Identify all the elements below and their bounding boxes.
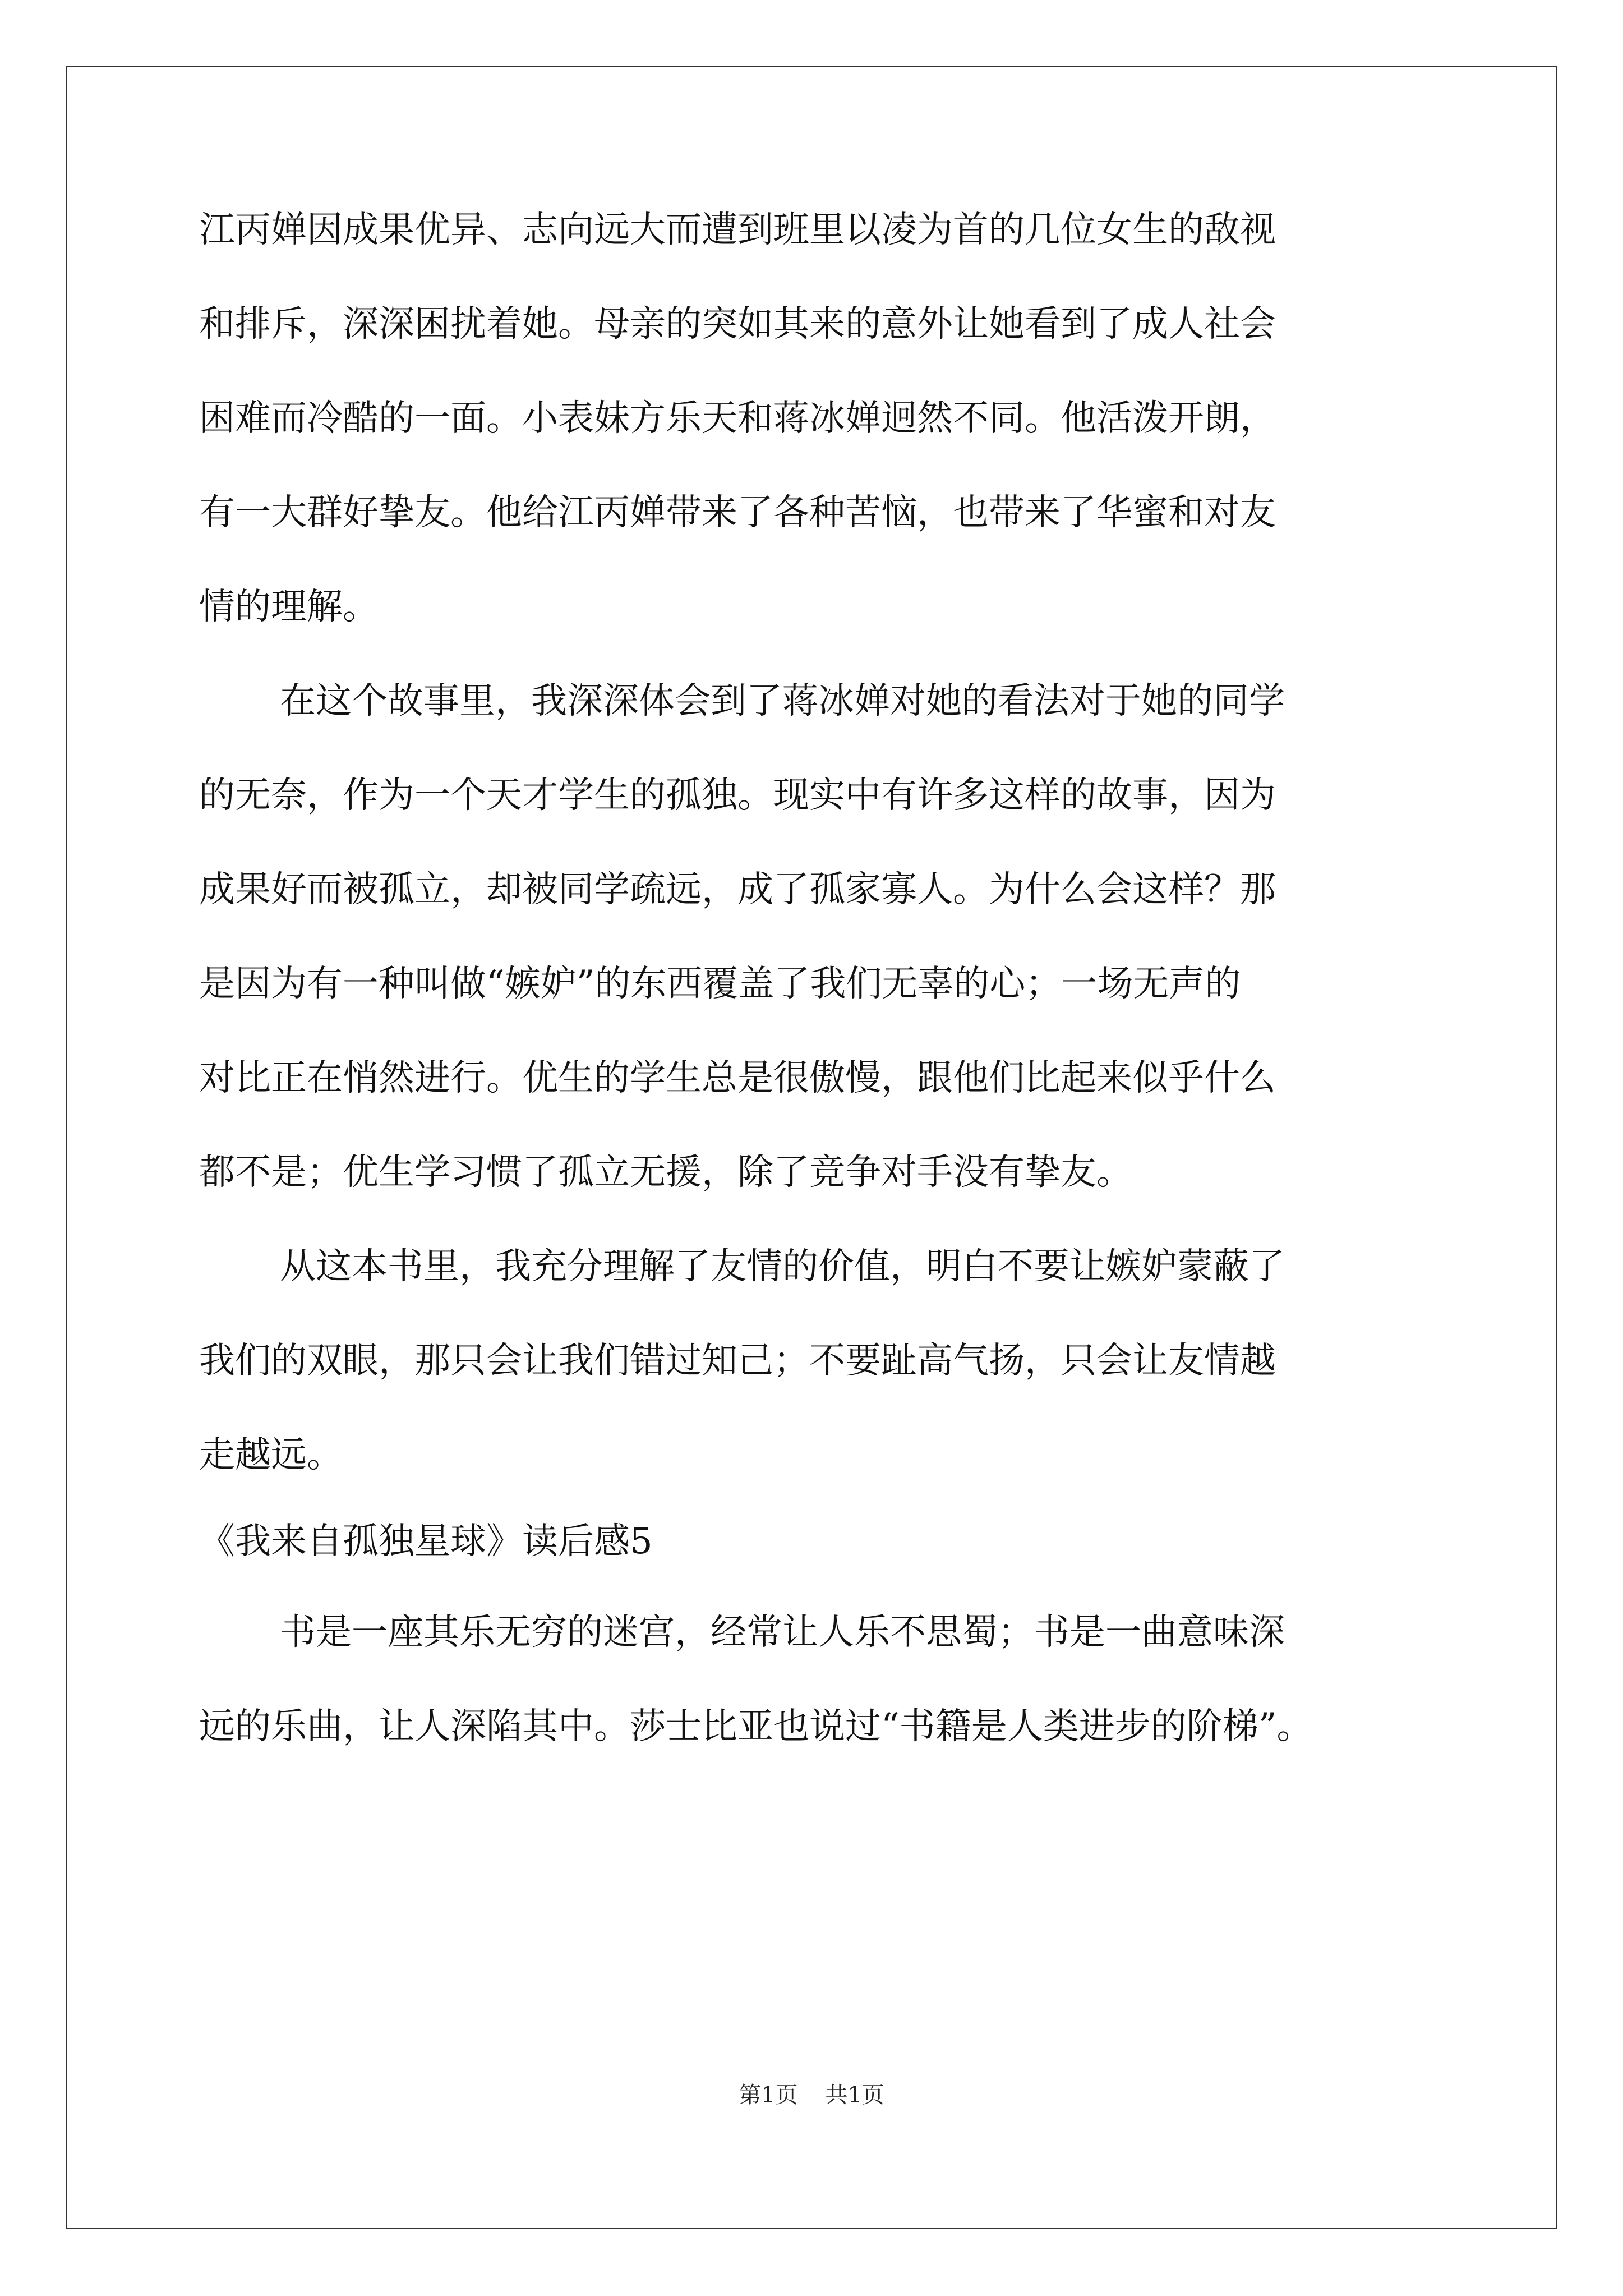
text-line: 我们的双眼，那只会让我们错过知己；不要趾高气扬，只会让友情越	[199, 1340, 1276, 1382]
text-line: 对比正在悄然进行。优生的学生总是很傲慢，跟他们比起来似乎什么	[199, 1057, 1276, 1099]
page-number-current: 第1页	[739, 2082, 798, 2108]
text-line: 从这本书里，我充分理解了友情的价值，明白不要让嫉妒蒙蔽了	[280, 1246, 1285, 1287]
text-line: 都不是；优生学习惯了孤立无援，除了竞争对手没有挚友。	[199, 1152, 1132, 1193]
text-line: 走越远。	[199, 1434, 343, 1476]
text-line: 的无奈，作为一个天才学生的孤独。现实中有许多这样的故事，因为	[199, 775, 1276, 816]
text-line: 困难而冷酷的一面。小表妹方乐天和蒋冰婵迥然不同。他活泼开朗，	[199, 398, 1276, 439]
text-line: 远的乐曲，让人深陷其中。莎士比亚也说过“书籍是人类进步的阶梯”。	[199, 1706, 1313, 1747]
text-line: 书是一座其乐无穷的迷宫，经常让人乐不思蜀；书是一曲意味深	[280, 1612, 1285, 1653]
text-line: 和排斥，深深困扰着她。母亲的突如其来的意外让她看到了成人社会	[199, 303, 1276, 345]
text-line: 情的理解。	[199, 586, 379, 628]
text-line: 是因为有一种叫做“嫉妒”的东西覆盖了我们无辜的心；一场无声的	[199, 963, 1241, 1005]
text-line: 有一大群好挚友。他给江丙婵带来了各种苦恼，也带来了华蜜和对友	[199, 492, 1276, 533]
text-line: 江丙婵因成果优异、志向远大而遭到班里以凌为首的几位女生的敌视	[199, 209, 1276, 251]
text-line: 在这个故事里，我深深体会到了蒋冰婵对她的看法对于她的同学	[280, 680, 1285, 722]
page-number-total: 共1页	[825, 2082, 884, 2108]
page-footer	[0, 2078, 1623, 2112]
text-line: 成果好而被孤立，却被同学疏远，成了孤家寡人。为什么会这样？那	[199, 869, 1276, 910]
section-heading: 《我来自孤独星球》读后感5	[199, 1521, 653, 1562]
